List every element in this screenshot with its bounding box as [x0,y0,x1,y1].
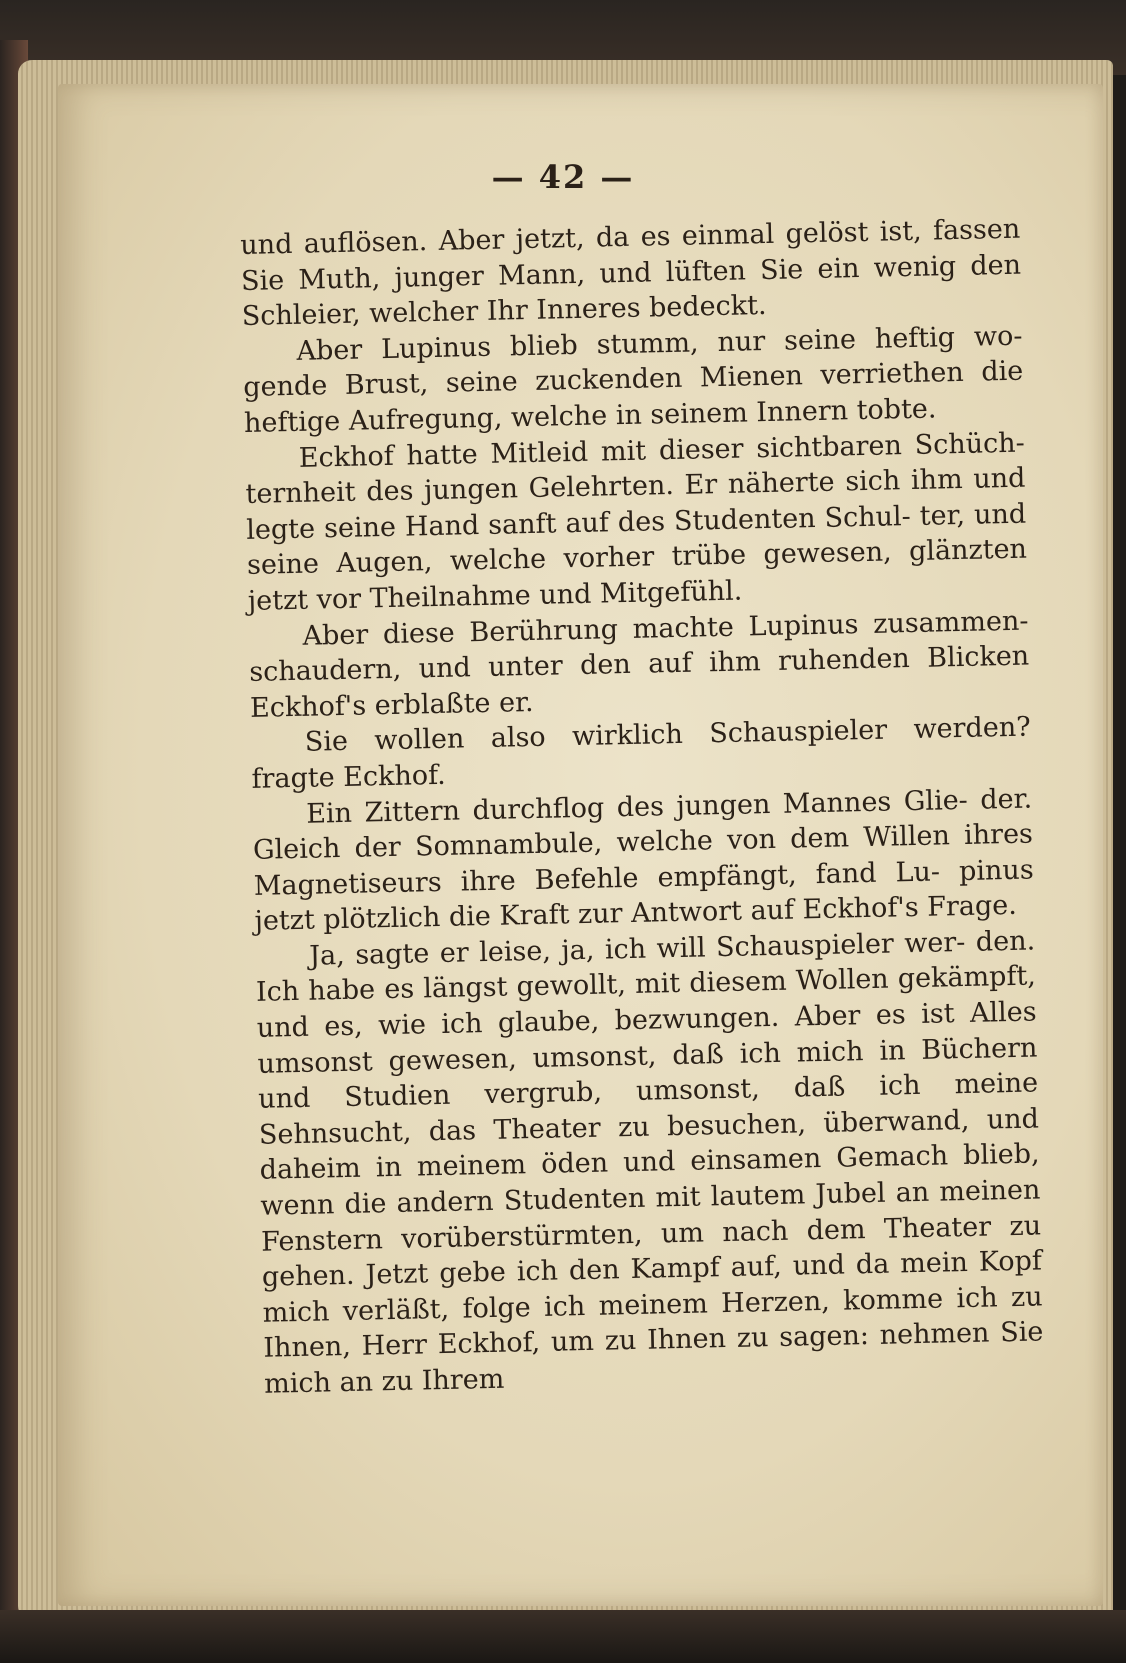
paragraph-5: Sie wollen also wirklich Schauspieler werden? fragte Eckhof. [251,711,1031,795]
paragraph-4: Aber diese Berührung machte Lupinus zusammen- schaudern, und unter den auf ihm ruhenden Blicken Eckhof's erblaßte er. [248,605,1030,724]
paragraph-3: Eckhof hatte Mitleid mit dieser sichtbaren Schüch- ternheit des jungen Gelehrten. Er näherte sich ihm und legte seine Hand sanft auf des Studenten Schul- ter, und seine Augen, welche vorher trübe gewesen, glänzten jetzt vor Theilnahme und Mitgefühl. [245,427,1028,617]
paragraph-1: und auflösen. Aber jetzt, da es einmal gelöst ist, fassen Sie Muth, junger Mann, und lüften Sie ein wenig den Schleier, welcher Ihr Inneres bedeckt. [240,213,1022,333]
paragraph-2: Aber Lupinus blieb stumm, nur seine heftig wo- gende Brust, seine zuckenden Mienen verriethen die heftige Aufregung, welche in seinem Innern tobte. [243,320,1024,439]
book-cover-bottom-edge [0,1610,1126,1663]
paragraph-7: Ja, sagte er leise, ja, ich will Schauspieler wer- den. Ich habe es längst gewollt, mit diesem Wollen gekämpft, und es, wie ich glaube, bezwungen. Aber es ist Alles umsonst gewesen, umsonst, daß ich mich in Büchern und Studien vergrub, umsonst, daß ich meine Sehnsucht, das Theater zu besuchen, überwand, und daheim in meinem öden und einsamen Gemach blieb, wenn die andern Studenten mit lautem Jubel an meinen Fenstern vorüberstürmten, um nach dem Theater zu gehen. Jetzt gebe ich den Kampf auf, und da mein Kopf mich verläßt, folge ich meinem Herzen, komme ich zu Ihnen, Herr Eckhof, um zu Ihnen zu sagen: nehmen Sie mich an zu Ihrem [255,925,1044,1400]
page-text [240,212,1044,1403]
page-number: — 42 — [491,158,635,196]
paragraph-6: Ein Zittern durchflog des jungen Mannes Glie- der. Gleich der Somnambule, welche von dem Willen ihres Magnetiseurs ihre Befehle empfängt, fand Lu- pinus jetzt plötzlich die Kraft zur Antwort auf Eckhof's Frage. [252,783,1034,938]
